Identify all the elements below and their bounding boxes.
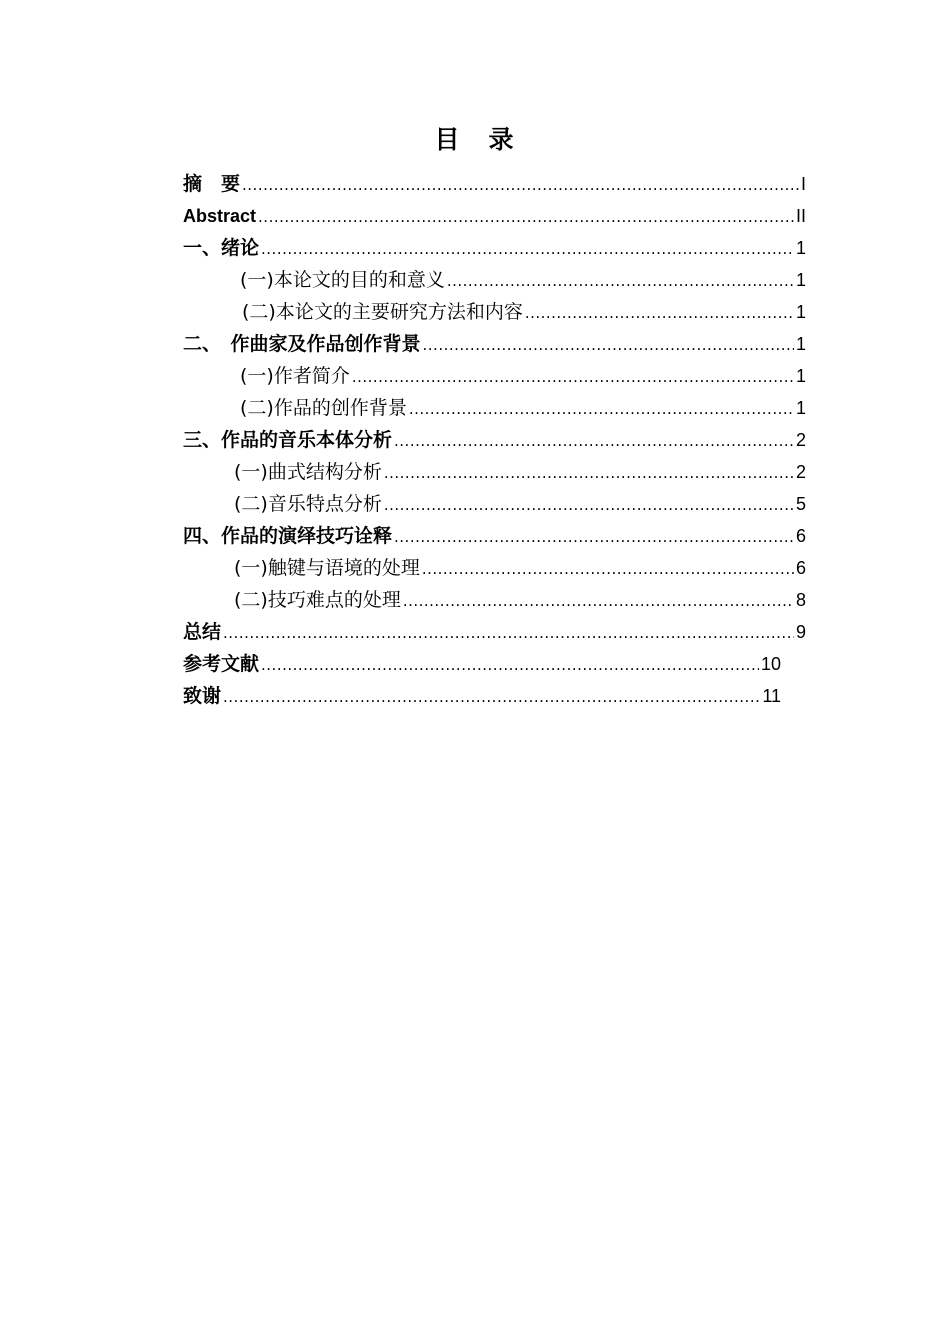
toc-entry-label: (一)曲式结构分析	[234, 461, 382, 483]
toc-page-number: 8	[795, 590, 806, 610]
toc-leader-dots	[403, 585, 794, 617]
toc-page-number: 1	[795, 302, 806, 322]
toc-leader-dots	[384, 489, 794, 521]
toc-leader-dots	[447, 265, 794, 297]
toc-page-number: 10	[760, 654, 781, 674]
toc-entry-label: (二)本论文的主要研究方法和内容	[242, 301, 523, 323]
toc-entry-section-4-1[interactable]	[183, 552, 806, 584]
toc-leader-dots	[422, 553, 794, 585]
toc-entry-conclusion[interactable]	[183, 616, 806, 648]
toc-entry-chapter-3[interactable]	[183, 424, 806, 456]
toc-leader-dots	[223, 617, 794, 649]
toc-entry-label: 三、作品的音乐本体分析	[183, 429, 393, 451]
toc-leader-dots	[525, 297, 794, 329]
toc-leader-dots	[258, 201, 794, 233]
toc-entry-acknowledgements[interactable]	[183, 680, 781, 712]
toc-entry-label: 二、 作曲家及作品创作背景	[183, 333, 421, 355]
toc-leader-dots	[352, 361, 794, 393]
toc-entry-section-1-2[interactable]	[183, 296, 806, 328]
toc-page-number: 6	[795, 526, 806, 546]
toc-entry-label: (一)本论文的目的和意义	[240, 269, 445, 291]
toc-leader-dots	[394, 425, 794, 457]
toc-entry-section-3-1[interactable]	[183, 456, 806, 488]
toc-entry-label: 致谢	[183, 685, 222, 707]
toc-page-number: 2	[795, 430, 806, 450]
toc-entry-label: 一、绪论	[183, 237, 260, 259]
toc-page-number: 1	[795, 334, 806, 354]
toc-page-number: 11	[762, 686, 781, 706]
toc-entry-abstract-cn[interactable]	[183, 168, 806, 200]
toc-page-number: II	[795, 206, 806, 226]
toc-page-number: 6	[795, 558, 806, 578]
toc-leader-dots	[409, 393, 794, 425]
toc-entry-section-2-1[interactable]	[183, 360, 806, 392]
toc-page-number: 1	[795, 238, 806, 258]
toc-entry-section-4-2[interactable]	[183, 584, 806, 616]
toc-page-number: 9	[795, 622, 806, 642]
toc-leader-dots	[261, 649, 759, 681]
toc-entry-label: Abstract	[183, 206, 257, 226]
toc-entry-label: (一)触键与语境的处理	[234, 557, 420, 579]
toc-leader-dots	[242, 169, 799, 201]
toc-entry-label: (二)音乐特点分析	[234, 493, 382, 515]
toc-entry-section-1-1[interactable]	[183, 264, 806, 296]
toc-entry-label: 总结	[183, 621, 222, 643]
toc-leader-dots	[261, 233, 794, 265]
toc-page-number: 1	[795, 366, 806, 386]
toc-page-number: I	[800, 174, 806, 194]
page-title: 目 录	[434, 125, 516, 154]
toc-entry-label: (一)作者简介	[240, 365, 350, 387]
toc-entry-label: (二)作品的创作背景	[240, 397, 407, 419]
toc-entry-section-2-2[interactable]	[183, 392, 806, 424]
toc-leader-dots	[394, 521, 794, 553]
toc-entry-references[interactable]	[183, 648, 781, 680]
toc-page-number: 5	[795, 494, 806, 514]
toc-entry-label: 参考文献	[183, 653, 260, 675]
toc-entry-label: 摘 要	[183, 173, 241, 195]
toc-page-number: 1	[795, 270, 806, 290]
toc-leader-dots	[423, 329, 794, 361]
toc-entry-chapter-4[interactable]	[183, 520, 806, 552]
toc-entry-label: (二)技巧难点的处理	[234, 589, 401, 611]
table-of-contents	[183, 168, 806, 712]
toc-leader-dots	[384, 457, 794, 489]
toc-entry-chapter-1[interactable]	[183, 232, 806, 264]
toc-entry-abstract-en[interactable]	[183, 200, 806, 232]
toc-page-number: 2	[795, 462, 806, 482]
toc-entry-label: 四、作品的演绎技巧诠释	[183, 525, 393, 547]
toc-entry-section-3-2[interactable]	[183, 488, 806, 520]
toc-page-number: 1	[795, 398, 806, 418]
toc-entry-chapter-2[interactable]	[183, 328, 806, 360]
toc-leader-dots	[223, 681, 760, 713]
